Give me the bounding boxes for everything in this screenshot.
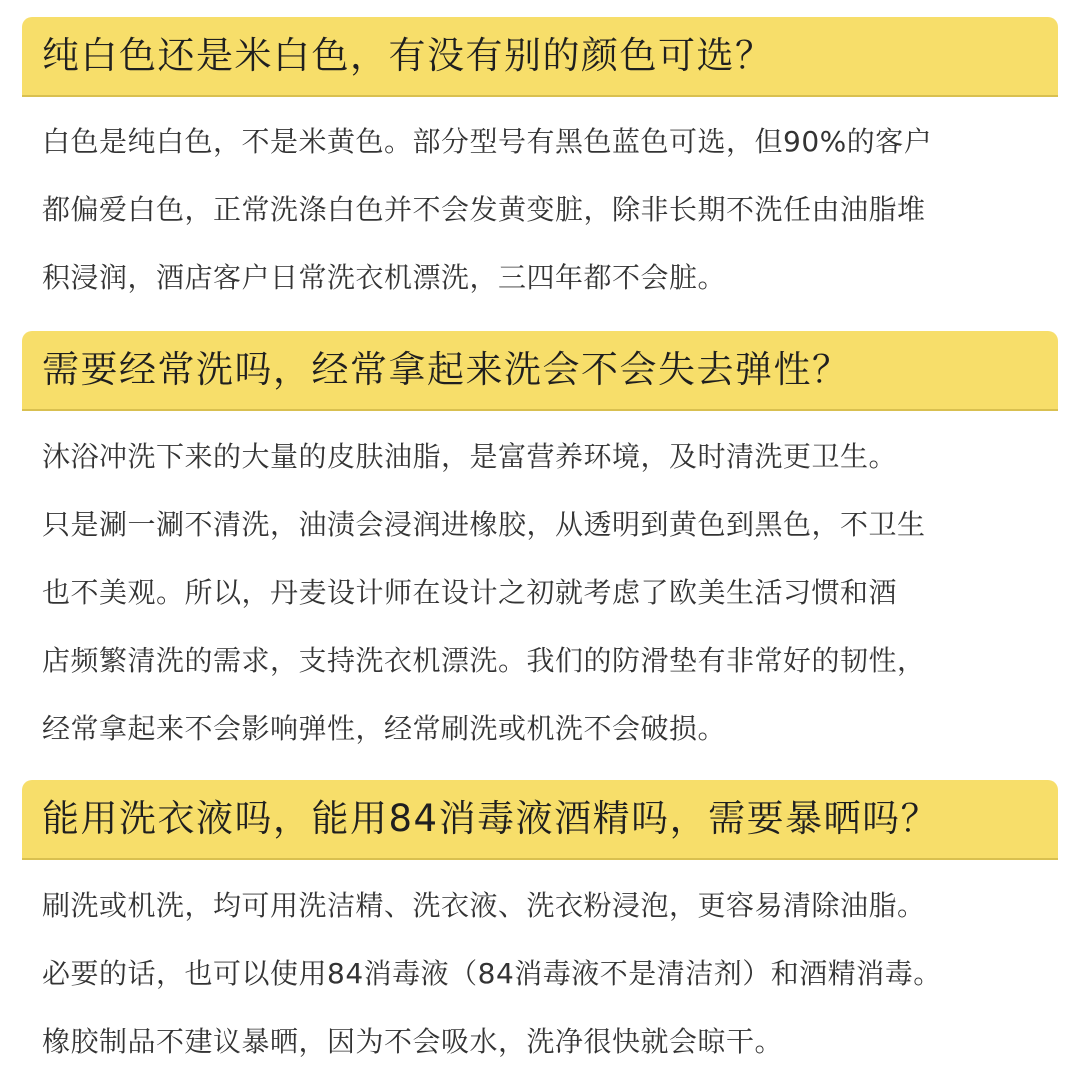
answer-block — [42, 872, 1062, 1076]
answer-line: 店频繁清洗的需求，支持洗衣机漂洗。我们的防滑垫有非常好的韧性， — [42, 644, 926, 677]
question-bar — [22, 780, 1058, 860]
question-text: 能用洗衣液吗，能用84消毒液酒精吗，需要暴晒吗？ — [42, 797, 940, 840]
answer-block — [42, 423, 1062, 763]
question-text: 需要经常洗吗，经常拿起来洗会不会失去弹性？ — [42, 348, 851, 391]
answer-line: 积浸润，酒店客户日常洗衣机漂洗，三四年都不会脏。 — [42, 261, 727, 294]
answer-block — [42, 108, 1062, 312]
answer-line: 刷洗或机洗，均可用洗洁精、洗衣液、洗衣粉浸泡，更容易清除油脂。 — [42, 889, 926, 922]
question-bar — [22, 17, 1058, 97]
answer-line: 经常拿起来不会影响弹性，经常刷洗或机洗不会破损。 — [42, 712, 727, 745]
answer-line: 橡胶制品不建议暴晒，因为不会吸水，洗净很快就会晾干。 — [42, 1025, 784, 1058]
answer-line: 也不美观。所以，丹麦设计师在设计之初就考虑了欧美生活习惯和酒 — [42, 576, 898, 609]
answer-line: 只是涮一涮不清洗，油渍会浸润进橡胶，从透明到黄色到黑色，不卫生 — [42, 508, 926, 541]
question-bar — [22, 331, 1058, 411]
answer-line: 都偏爱白色，正常洗涤白色并不会发黄变脏，除非长期不洗任由油脂堆 — [42, 193, 926, 226]
question-text: 纯白色还是米白色，有没有别的颜色可选？ — [42, 34, 774, 77]
answer-line: 白色是纯白色，不是米黄色。部分型号有黑色蓝色可选，但90%的客户 — [42, 125, 933, 158]
answer-line: 必要的话，也可以使用84消毒液（84消毒液不是清洁剂）和酒精消毒。 — [42, 957, 942, 990]
answer-line: 沐浴冲洗下来的大量的皮肤油脂，是富营养环境，及时清洗更卫生。 — [42, 440, 898, 473]
